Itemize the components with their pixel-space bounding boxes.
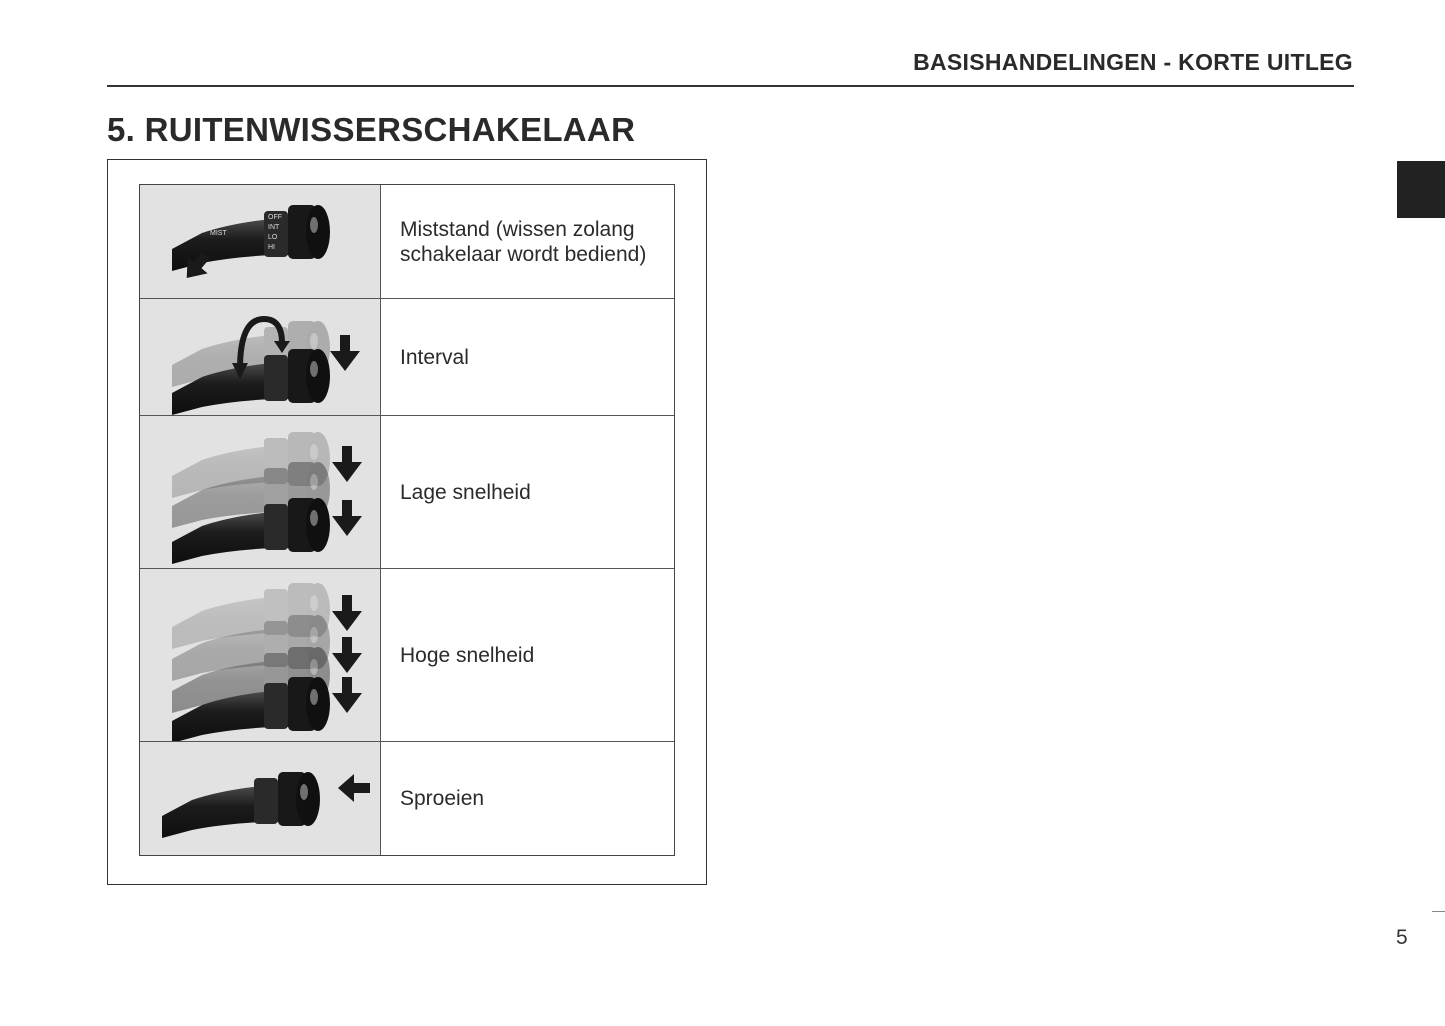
page-title: 5. RUITENWISSERSCHAKELAAR xyxy=(107,111,636,148)
row-label-low-speed: Lage snelheid xyxy=(400,480,531,504)
row-label-mist-line1: Miststand (wissen zolang xyxy=(400,217,635,241)
row-label-interval: Interval xyxy=(400,345,469,369)
table-row-washer xyxy=(140,741,674,855)
arrow-left-icon xyxy=(338,774,370,802)
row-label-high-speed: Hoge snelheid xyxy=(400,643,535,667)
arrow-down-icon xyxy=(332,446,362,482)
arrow-down-icon xyxy=(330,335,360,371)
arrow-down-icon xyxy=(332,677,362,713)
margin-tick xyxy=(1432,911,1445,912)
page-number: 5 xyxy=(1396,926,1408,949)
chapter-tab xyxy=(1397,161,1445,218)
row-label-mist-line2: schakelaar wordt bediend) xyxy=(400,242,647,266)
arrow-down-icon xyxy=(332,595,362,631)
wiper-stalk-washer-icon xyxy=(140,742,381,855)
stalk-label-mist: MIST xyxy=(210,230,227,237)
wiper-stalk-mist-icon xyxy=(140,185,381,298)
table-row-mist xyxy=(140,185,674,298)
row-label-washer: Sproeien xyxy=(400,787,485,810)
stalk-label-off: OFF xyxy=(268,214,282,221)
arrow-down-icon xyxy=(332,637,362,673)
section-header: BASISHANDELINGEN - KORTE UITLEG xyxy=(913,49,1353,75)
stalk-label-hi: HI xyxy=(268,244,275,251)
header-rule xyxy=(107,85,1354,87)
wiper-stalk-high-speed-icon xyxy=(140,569,381,741)
row-label-mist xyxy=(381,185,674,298)
wiper-stalk-interval-icon xyxy=(140,299,381,415)
stalk-label-int: INT xyxy=(268,224,280,231)
wiper-switch-table xyxy=(139,184,675,856)
table-row-high-speed xyxy=(140,568,674,741)
wiper-stalk-low-speed-icon xyxy=(140,416,381,568)
stalk-label-lo: LO xyxy=(268,234,278,241)
table-row-low-speed xyxy=(140,415,674,568)
table-row-interval xyxy=(140,298,674,415)
arrow-down-icon xyxy=(332,500,362,536)
